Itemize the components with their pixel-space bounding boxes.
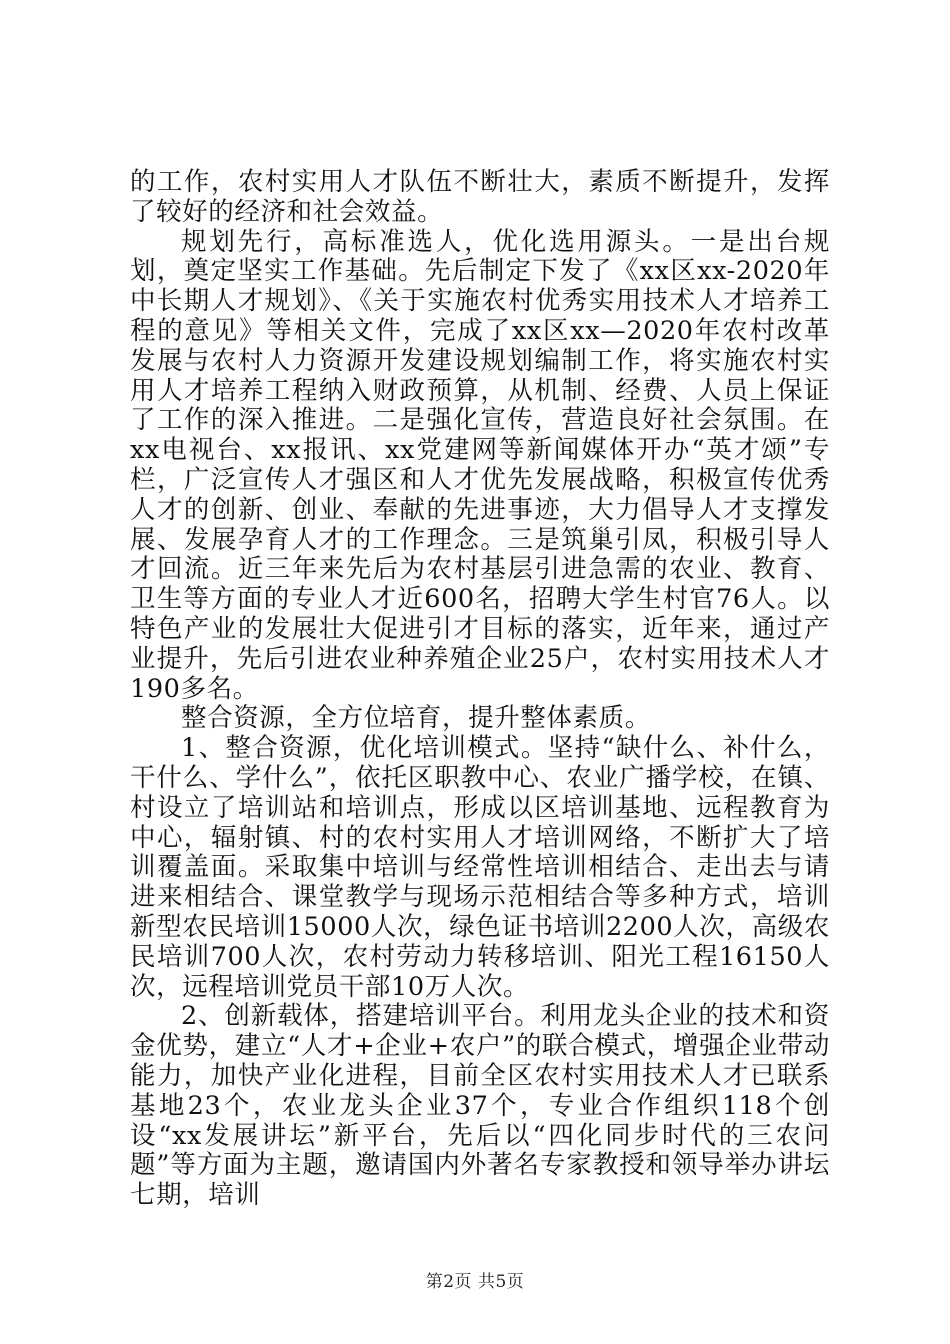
paragraph-1: 的工作，农村实用人才队伍不断壮大，素质不断提升，发挥了较好的经济和社会效益。	[130, 167, 830, 227]
page-footer: 第2页 共5页	[425, 1272, 525, 1292]
paragraph-4: 1、整合资源，优化培训模式。坚持“缺什么、补什么，干什么、学什么”，依托区职教中心、农业广播学校，在镇、村设立了培训站和培训点，形成以区培训基地、远程教育为中心，辐射镇、村的农村实用人才培训网络，不断扩大了培训覆盖面。采取集中培训与经常性培训相结合、走出去与请进来相结合、课堂教学与现场示范相结合等多种方式，培训新型农民培训15000人次，绿色证书培训2200人次，高级农民培训700人次，农村劳动力转移培训、阳光工程16150人次，远程培训党员干部10万人次。	[130, 733, 830, 1002]
paragraph-2: 规划先行，高标准选人，优化选用源头。一是出台规划，奠定坚实工作基础。先后制定下发了《xx区xx-2020年中长期人才规划》、《关于实施农村优秀实用技术人才培养工程的意见》等相关文件，完成了xx区xx—2020年农村改革发展与农村人力资源开发建设规划编制工作，将实施农村实用人才培养工程纳入财政预算，从机制、经费、人员上保证了工作的深入推进。二是强化宣传，营造良好社会氛围。在xx电视台、xx报讯、xx党建网等新闻媒体开办“英才颂”专栏，广泛宣传人才强区和人才优先发展战略，积极宣传优秀人才的创新、创业、奉献的先进事迹，大力倡导人才支撑发展、发展孕育人才的工作理念。三是筑巢引凤，积极引导人才回流。近三年来先后为农村基层引进急需的农业、教育、卫生等方面的专业人才近600名，招聘大学生村官76人。以特色产业的发展壮大促进引才目标的落实，近年来，通过产业提升，先后引进农业种养殖企业25户，农村实用技术人才190多名。	[130, 226, 830, 704]
paragraph-3: 整合资源，全方位培育，提升整体素质。	[181, 703, 651, 734]
document-body	[130, 168, 830, 1211]
paragraph-5: 2、创新载体，搭建培训平台。利用龙头企业的技术和资金优势，建立“人才+企业+农户”的联合模式，增强企业带动能力，加快产业化进程，目前全区农村实用技术人才已联系基地23个，农业龙头企业37个，专业合作组织118个创设“xx发展讲坛”新平台，先后以“四化同步时代的三农问题”等方面为主题，邀请国内外著名专家教授和领导举办讲坛七期，培训	[130, 1001, 830, 1211]
